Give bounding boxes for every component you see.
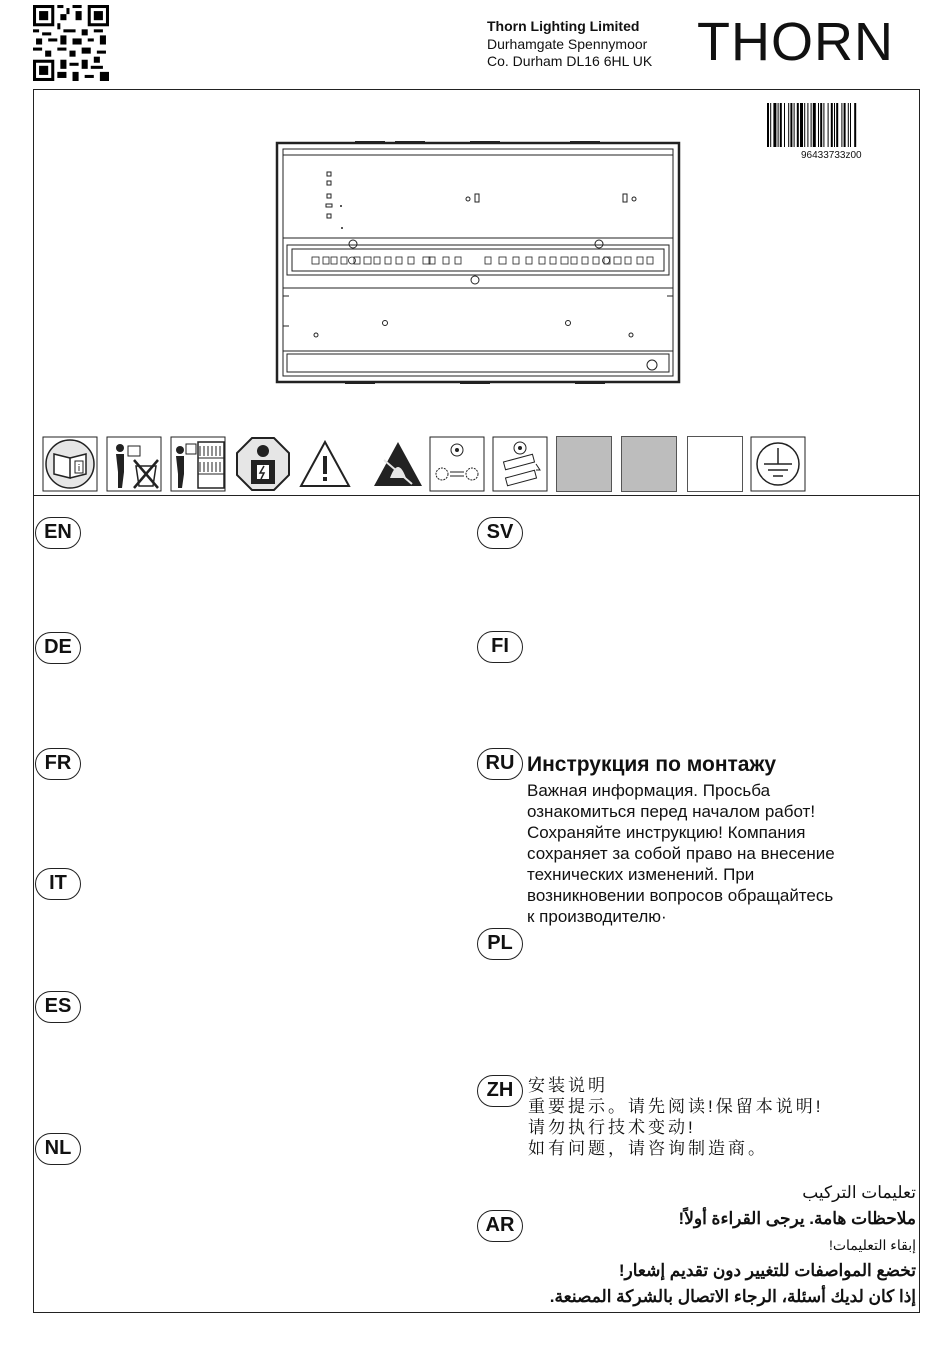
zh-line: 请勿执行技术变动!	[528, 1118, 696, 1137]
ar-body	[486, 1180, 916, 1310]
barcode	[767, 103, 910, 151]
zh-line: 安装说明	[528, 1076, 608, 1095]
ru-line: Важная информация. Просьба	[527, 781, 771, 800]
lang-badge-de: DE	[35, 632, 81, 664]
led-replaceable-icon	[429, 436, 485, 492]
ar-line: تعليمات التركيب	[802, 1183, 916, 1202]
brand-logo: THORN	[697, 12, 894, 72]
blank-grey-icon	[621, 436, 677, 492]
zh-body	[528, 1075, 823, 1159]
barcode-number: 96433733z00	[801, 150, 862, 161]
ru-line: сохраняет за собой право на внесение	[527, 844, 835, 863]
qr-code	[33, 5, 109, 81]
blank-white-icon	[687, 436, 743, 492]
lang-badge-sv: SV	[477, 517, 523, 549]
lang-badge-ru: RU	[477, 748, 523, 780]
lang-badge-it: IT	[35, 868, 81, 900]
esd-sensitive-icon	[370, 436, 426, 492]
ru-line: возникновении вопросов обращайтесь	[527, 886, 834, 905]
ar-line: إذا كان لديك أسئلة، الرجاء الاتصال بالشركة المصنعة.	[549, 1287, 916, 1306]
ar-line: ملاحظات هامة. يرجى القراءة أولاً!	[678, 1209, 916, 1228]
blank-grey-icon	[556, 436, 612, 492]
company-name: Thorn Lighting Limited	[487, 18, 640, 34]
gear-replaceable-icon	[492, 436, 548, 492]
lang-badge-zh: ZH	[477, 1075, 523, 1107]
ru-body	[527, 780, 907, 927]
lang-badge-fr: FR	[35, 748, 81, 780]
company-address	[487, 18, 652, 71]
lang-badge-ar: AR	[477, 1210, 523, 1242]
electrician-required-icon	[235, 436, 291, 492]
ru-line: ознакомиться перед началом работ!	[527, 802, 816, 821]
ru-line: технических изменений. При	[527, 865, 755, 884]
address-line: Durhamgate Spennymoor	[487, 35, 648, 52]
ar-line: إبقاء التعليمات!	[828, 1237, 916, 1253]
warning-icon	[297, 436, 353, 492]
address-line: Co. Durham DL16 6HL UK	[487, 53, 653, 69]
lang-badge-es: ES	[35, 991, 81, 1023]
earth-ground-icon	[750, 436, 806, 492]
lang-badge-fi: FI	[477, 631, 523, 663]
ru-title: Инструкция по монтажу	[527, 753, 777, 776]
read-instructions-icon	[42, 436, 98, 492]
ar-line: تخضع المواصفات للتغيير دون تقديم إشعار!	[618, 1261, 916, 1280]
ru-line: к производителю·	[527, 907, 667, 926]
recycle-icon	[170, 436, 226, 492]
luminaire-drawing	[275, 141, 681, 384]
svg-text:i: i	[77, 464, 81, 474]
zh-line: 重要提示。请先阅读!保留本说明!	[528, 1097, 824, 1116]
do-not-dispose-icon	[106, 436, 162, 492]
zh-line: 如有问题，请咨询制造商。	[528, 1139, 768, 1158]
lang-badge-pl: PL	[477, 928, 523, 960]
lang-badge-en: EN	[35, 517, 81, 549]
lang-badge-nl: NL	[35, 1133, 81, 1165]
ru-line: Сохраняйте инструкцию! Компания	[527, 823, 806, 842]
